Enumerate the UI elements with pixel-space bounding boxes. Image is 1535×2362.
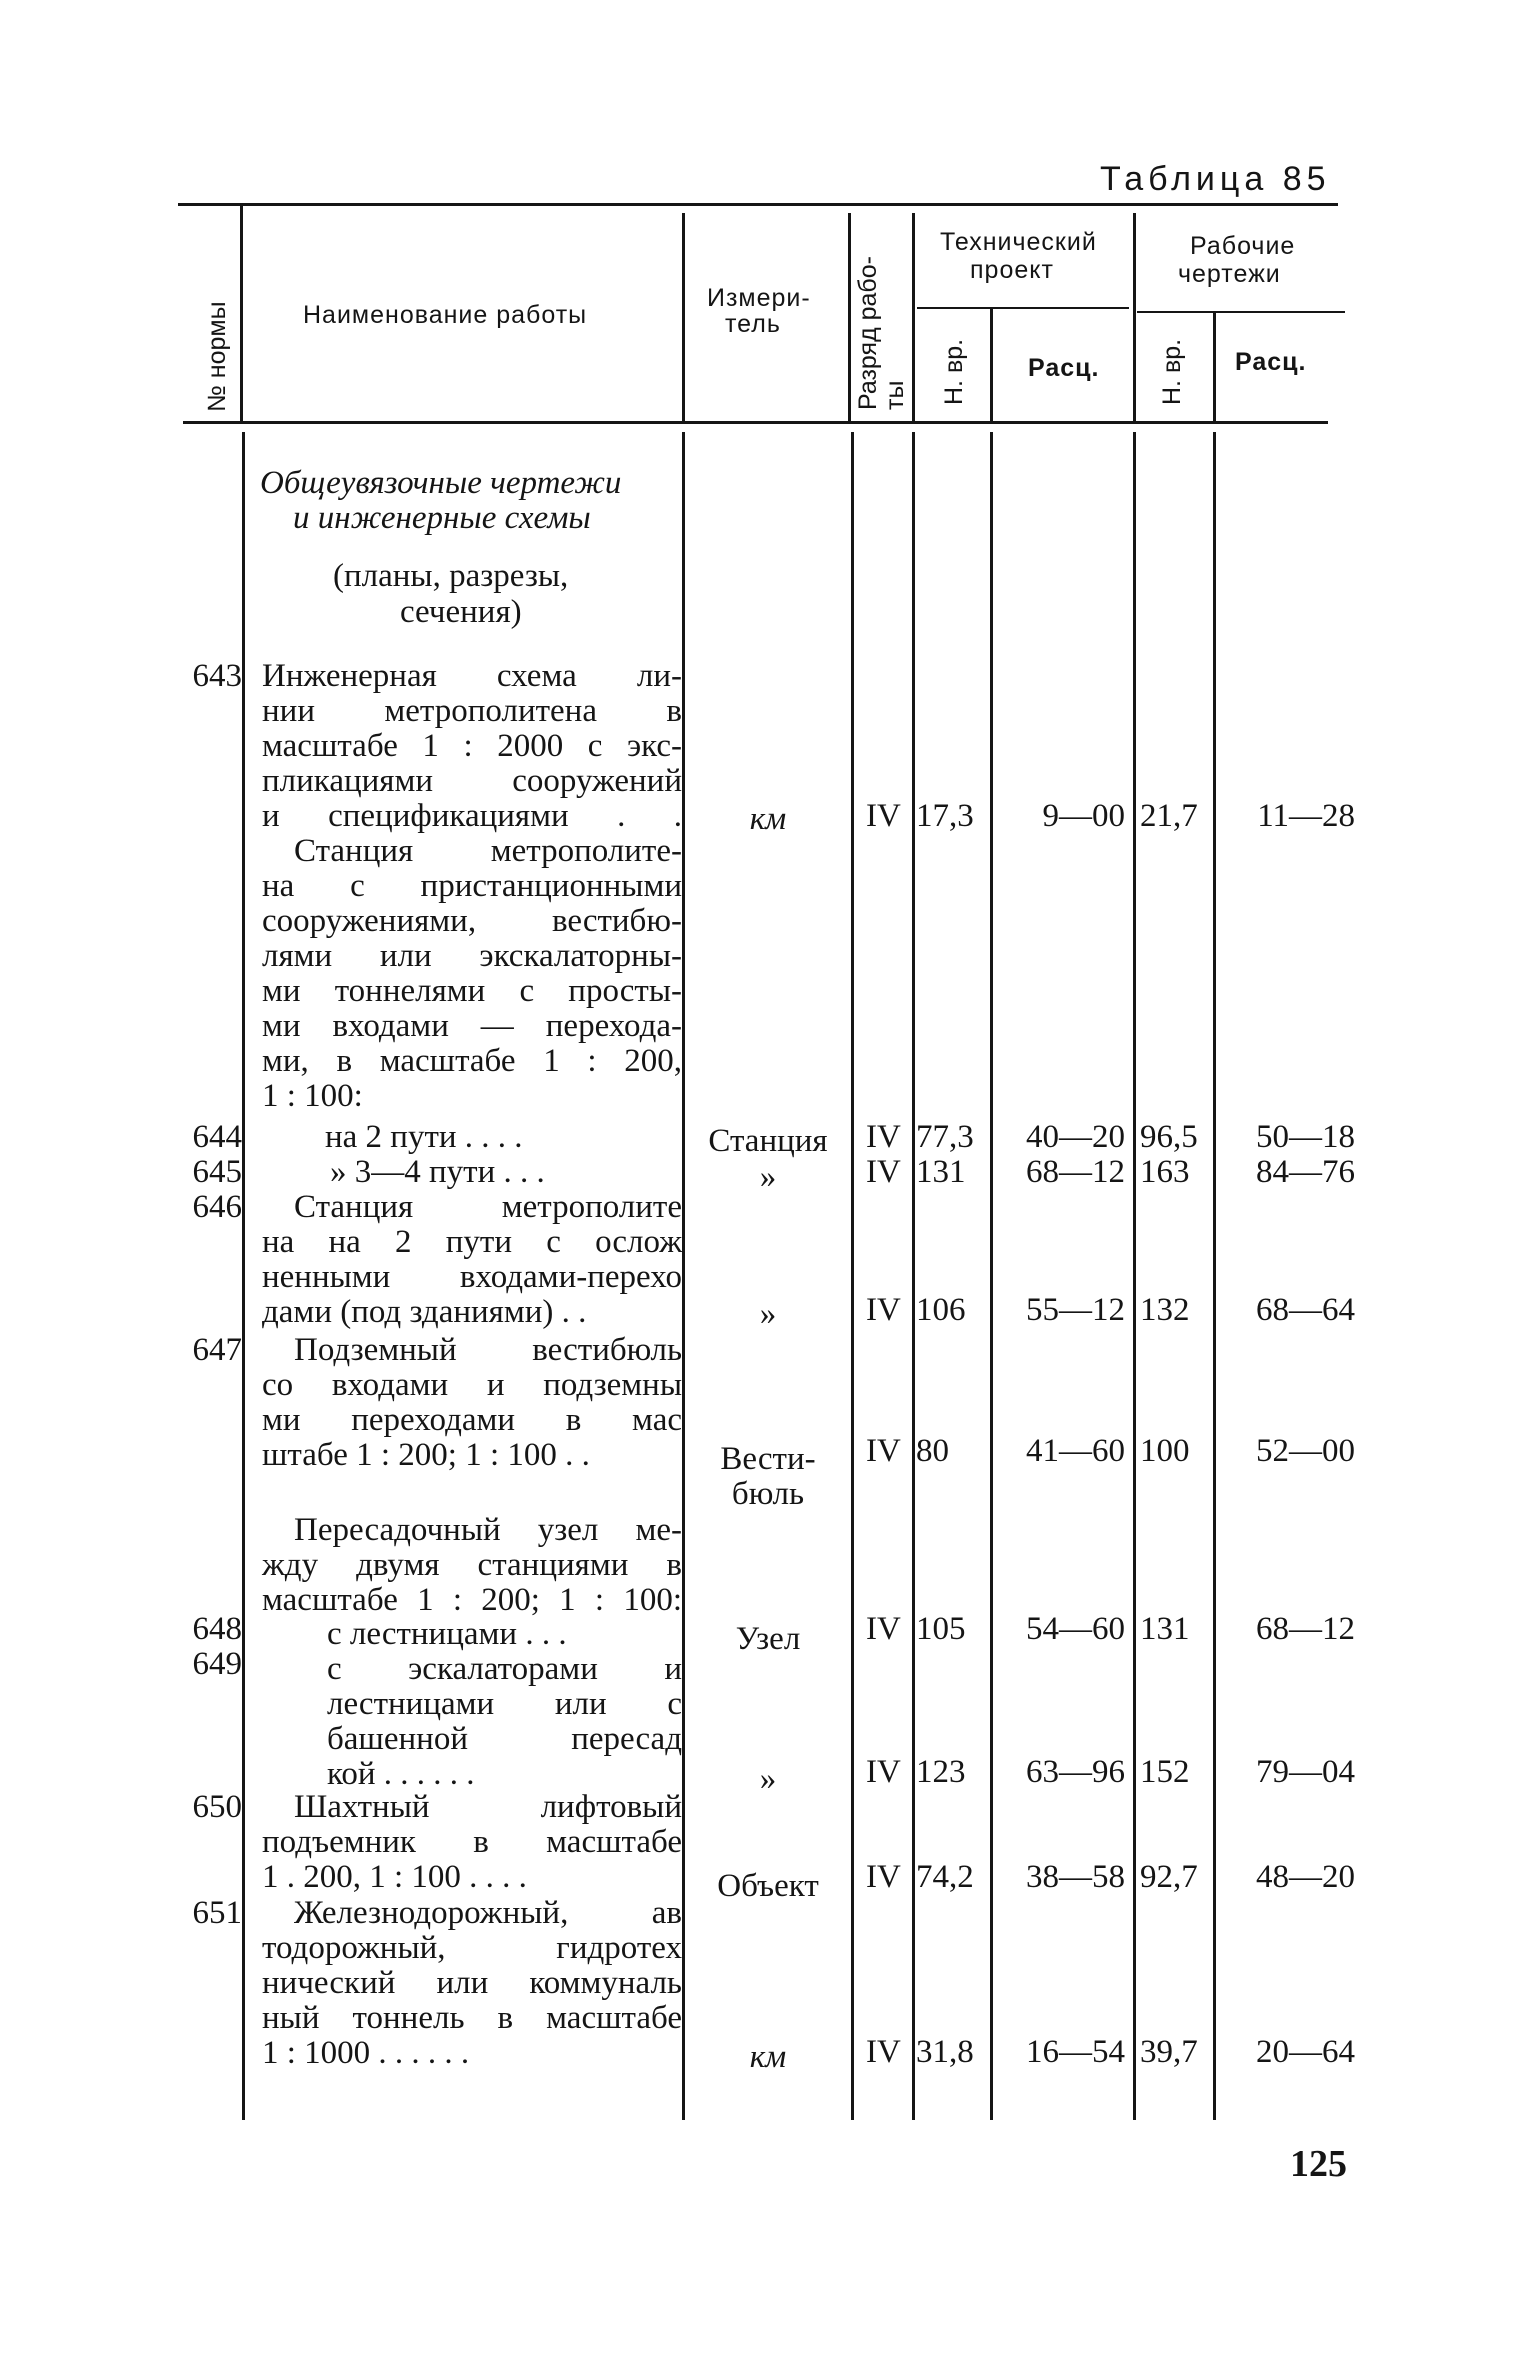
desc-649	[327, 1652, 682, 1792]
desc-646	[262, 1190, 682, 1330]
unit-647-line2: бюль	[731, 1476, 805, 1512]
desc-line: и спецификациями . .	[262, 798, 682, 834]
tp-rate-644: 40—20	[1026, 1119, 1125, 1155]
header-unit-2: тель	[725, 310, 781, 338]
desc-648: с лестницами . . .	[327, 1616, 567, 1652]
body-col-rule-7	[1213, 432, 1216, 2120]
section-title-2: и инженерные схемы	[293, 500, 591, 536]
desc-643	[262, 659, 682, 834]
desc-line: масштабе 1 : 2000 с экс-	[262, 728, 682, 764]
header-col-rule-4	[912, 213, 915, 422]
desc-647	[262, 1333, 682, 1473]
desc-line: Подземный вестибюль	[294, 1332, 682, 1368]
wd-time-644: 96,5	[1140, 1119, 1198, 1155]
norm-no-646: 646	[192, 1189, 242, 1225]
header-col-rule-5	[990, 309, 993, 422]
norm-no-651: 651	[192, 1895, 242, 1931]
unit-647-line1: Вести-	[720, 1441, 816, 1477]
desc-645: » 3—4 пути . . .	[330, 1154, 545, 1190]
rank-648: IV	[866, 1611, 901, 1647]
wd-time-650: 92,7	[1140, 1859, 1198, 1895]
header-col-rule-1	[240, 205, 243, 422]
wd-time-646: 132	[1140, 1292, 1190, 1328]
wd-time-645: 163	[1140, 1154, 1190, 1190]
norm-no-649: 649	[192, 1646, 242, 1682]
rank-646: IV	[866, 1292, 901, 1328]
desc-line: нии метрополитена в	[262, 693, 682, 729]
tp-time-648: 105	[916, 1611, 966, 1647]
tp-time-646: 106	[916, 1292, 966, 1328]
unit-648: Узел	[735, 1621, 801, 1657]
desc-line: Станция метрополите-	[294, 833, 682, 869]
header-rank-2: ты	[881, 380, 909, 410]
header-work-name: Наименование работы	[303, 301, 588, 329]
header-tp-norm-time: Н. вр.	[940, 338, 968, 405]
section-subtitle-1: (планы, разрезы,	[333, 558, 569, 594]
tp-time-643: 17,3	[916, 798, 974, 834]
desc-line: ми тоннелями с просты-	[262, 973, 682, 1009]
desc-line: 1 . 200, 1 : 100 . . . .	[262, 1859, 527, 1895]
desc-line: Железнодорожный, ав	[294, 1895, 682, 1931]
desc-line: Инженерная схема ли-	[262, 658, 682, 694]
header-wd-rate: Расц.	[1235, 348, 1307, 376]
section-subtitle-2: сечения)	[400, 594, 522, 630]
desc-line: ненными входами-перехо	[262, 1259, 682, 1295]
tp-rate-647: 41—60	[1026, 1433, 1125, 1469]
tp-rate-645: 68—12	[1026, 1154, 1125, 1190]
desc-line: на с пристанционными	[262, 868, 682, 904]
desc-line: с эскалаторами и	[327, 1651, 682, 1687]
body-col-rule-6	[1133, 432, 1136, 2120]
desc-line: дами (под зданиями) . .	[262, 1294, 587, 1330]
tp-time-649: 123	[916, 1754, 966, 1790]
header-working-drawings-1: Рабочие	[1190, 232, 1296, 260]
tp-time-650: 74,2	[916, 1859, 974, 1895]
wd-time-648: 131	[1140, 1611, 1190, 1647]
wd-time-643: 21,7	[1140, 798, 1198, 834]
unit-646: »	[759, 1296, 777, 1332]
norm-no-644: 644	[192, 1119, 242, 1155]
section-title-1: Общеувязочные чертежи	[260, 465, 622, 501]
unit-650: Объект	[717, 1868, 819, 1904]
desc-line: нический или коммуналь	[262, 1965, 682, 2001]
wd-rate-644: 50—18	[1256, 1119, 1355, 1155]
tp-rate-643: 9—00	[1042, 798, 1125, 834]
rank-644: IV	[866, 1119, 901, 1155]
desc-line: со входами и подземны	[262, 1367, 682, 1403]
header-unit-1: Измери-	[707, 284, 811, 312]
desc-line: ми входами — перехода-	[262, 1008, 682, 1044]
tp-rate-648: 54—60	[1026, 1611, 1125, 1647]
desc-transfer-group	[262, 1513, 682, 1618]
body-col-rule-3	[851, 432, 854, 2120]
desc-line: подъемник в масштабе	[262, 1824, 682, 1860]
page-number: 125	[1290, 2143, 1347, 2185]
desc-line: Шахтный лифтовый	[294, 1789, 682, 1825]
desc-line: масштабе 1 : 200; 1 : 100:	[262, 1582, 682, 1618]
header-split-rule-tp	[917, 307, 1129, 309]
desc-line: лями или экскалаторны-	[262, 938, 682, 974]
wd-rate-645: 84—76	[1256, 1154, 1355, 1190]
desc-line: штабе 1 : 200; 1 : 100 . .	[262, 1437, 590, 1473]
desc-line: кой . . . . . .	[327, 1756, 475, 1792]
header-tech-project-2: проект	[970, 256, 1054, 284]
desc-line: ми, в масштабе 1 : 200,	[262, 1043, 682, 1079]
desc-line: жду двумя станциями в	[262, 1547, 682, 1583]
unit-643: км	[749, 801, 787, 837]
header-col-rule-3	[848, 213, 851, 422]
tp-time-644: 77,3	[916, 1119, 974, 1155]
header-working-drawings-2: чертежи	[1178, 260, 1281, 288]
rank-650: IV	[866, 1859, 901, 1895]
desc-line: на на 2 пути с ослож	[262, 1224, 682, 1260]
unit-645: »	[759, 1159, 777, 1195]
rank-649: IV	[866, 1754, 901, 1790]
header-col-rule-7	[1213, 313, 1216, 422]
wd-rate-649: 79—04	[1256, 1754, 1355, 1790]
body-col-rule-4	[912, 432, 915, 2120]
norm-no-650: 650	[192, 1789, 242, 1825]
wd-rate-651: 20—64	[1256, 2034, 1355, 2070]
desc-line: Пересадочный узел ме-	[294, 1512, 682, 1548]
rank-647: IV	[866, 1433, 901, 1469]
header-col-rule-2	[682, 213, 685, 422]
desc-line: Станция метрополите	[294, 1189, 682, 1225]
desc-line: тодорожный, гидротех	[262, 1930, 682, 1966]
desc-644: на 2 пути . . . .	[325, 1119, 523, 1155]
tp-rate-650: 38—58	[1026, 1859, 1125, 1895]
tp-rate-646: 55—12	[1026, 1292, 1125, 1328]
wd-rate-650: 48—20	[1256, 1859, 1355, 1895]
unit-651: км	[749, 2039, 787, 2075]
wd-rate-648: 68—12	[1256, 1611, 1355, 1647]
body-col-rule-5	[990, 432, 993, 2120]
desc-station-group	[262, 834, 682, 1114]
tp-time-647: 80	[916, 1433, 949, 1469]
desc-650	[262, 1790, 682, 1895]
tp-time-645: 131	[916, 1154, 966, 1190]
wd-rate-647: 52—00	[1256, 1433, 1355, 1469]
header-col-rule-6	[1133, 213, 1136, 422]
norm-no-648: 648	[192, 1611, 242, 1647]
header-bottom-rule	[183, 421, 1328, 424]
desc-line: 1 : 100:	[262, 1078, 363, 1114]
header-norm-no: № нормы	[203, 301, 231, 412]
desc-line: башенной пересад	[327, 1721, 682, 1757]
body-col-rule-1	[242, 432, 245, 2120]
header-tech-project-1: Технический	[940, 228, 1097, 256]
header-tp-rate: Расц.	[1028, 354, 1100, 382]
body-col-rule-2	[682, 432, 685, 2120]
table-top-rule	[178, 203, 1338, 206]
norm-no-643: 643	[192, 658, 242, 694]
table-caption: Таблица 85	[1100, 160, 1331, 198]
tp-time-651: 31,8	[916, 2034, 974, 2070]
desc-line: пликациями сооружений	[262, 763, 682, 799]
wd-rate-646: 68—64	[1256, 1292, 1355, 1328]
wd-time-649: 152	[1140, 1754, 1190, 1790]
rank-643: IV	[866, 798, 901, 834]
rank-651: IV	[866, 2034, 901, 2070]
desc-line: 1 : 1000 . . . . . .	[262, 2035, 470, 2071]
wd-rate-643: 11—28	[1257, 798, 1355, 834]
desc-line: ми переходами в мас	[262, 1402, 682, 1438]
tp-rate-649: 63—96	[1026, 1754, 1125, 1790]
norm-no-645: 645	[192, 1154, 242, 1190]
norm-no-647: 647	[192, 1332, 242, 1368]
header-split-rule-wd	[1137, 311, 1345, 313]
wd-time-651: 39,7	[1140, 2034, 1198, 2070]
rank-645: IV	[866, 1154, 901, 1190]
wd-time-647: 100	[1140, 1433, 1190, 1469]
header-wd-norm-time: Н. вр.	[1158, 338, 1186, 405]
desc-651	[262, 1896, 682, 2071]
desc-line: лестницами или с	[327, 1686, 682, 1722]
header-rank-1: Разряд рабо-	[854, 256, 882, 410]
unit-644: Станция	[708, 1123, 828, 1159]
unit-649: »	[759, 1761, 777, 1797]
tp-rate-651: 16—54	[1026, 2034, 1125, 2070]
desc-line: сооружениями, вестибю-	[262, 903, 682, 939]
desc-line: ный тоннель в масштабе	[262, 2000, 682, 2036]
